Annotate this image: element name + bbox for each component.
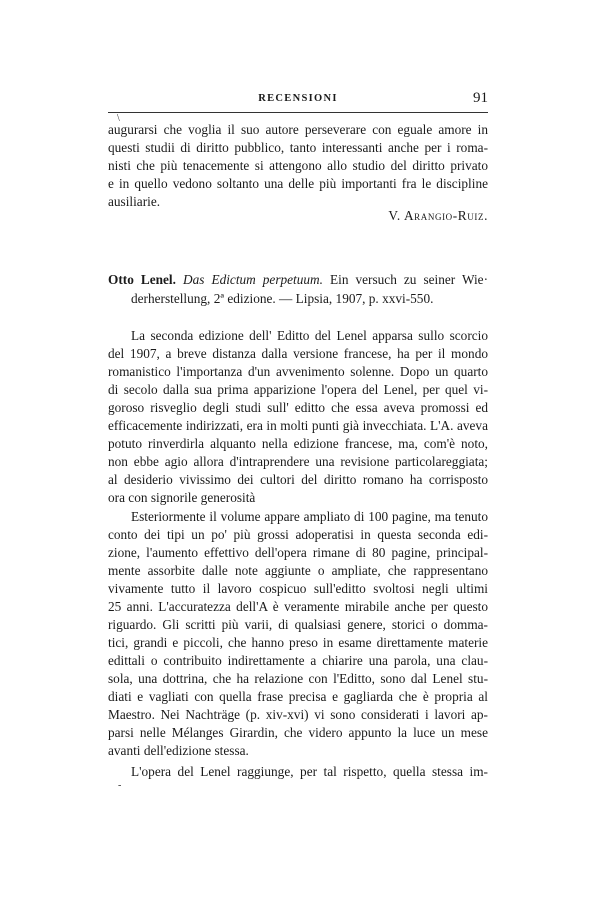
text-line: 25 anni. L'accuratezza dell'A è veramente mirabile anche per questo — [108, 599, 488, 614]
text-line: L'opera del Lenel raggiunge, per tal rispetto, quella stessa im- — [131, 764, 488, 779]
review-heading — [108, 271, 488, 289]
stray-mark-top: \ — [117, 113, 120, 124]
review-heading-line2: derherstellung, 2ª edizione. — Lipsia, 1907, p. xxvi-550. — [131, 291, 434, 306]
text-line: del 1907, a breve distanza dalla versione francese, ha per il mondo — [108, 346, 488, 361]
text-line: Esteriormente il volume appare ampliato di 100 pagine, ma tenuto — [131, 509, 488, 524]
reviewer-signature: V. Arangio-Ruiz. — [388, 208, 488, 223]
text-line: efficacemente indirizzati, era in molti punti già invecchiata. L'A. aveva — [108, 418, 488, 433]
review-author: Otto Lenel. — [108, 272, 176, 287]
text-line: diati e vagliati con quella frase precisa e gagliarda che è propria al — [108, 689, 488, 704]
text-line: augurarsi che voglia il suo autore perseverare con eguale amore in — [108, 122, 488, 137]
review-book-title: Das Edictum perpetuum. — [183, 272, 323, 287]
text-line: di secolo dalla sua prima apparizione l'opera del Lenel, per quel vi- — [108, 382, 488, 397]
text-line: romanistico l'importanza d'un avvenimento solenne. Dopo un quarto — [108, 364, 488, 379]
text-line: ora con signorile generosità — [108, 490, 256, 505]
text-line: riguardo. Gli scritti più varii, di qualsiasi genere, storici o domma- — [108, 617, 488, 632]
header-rule — [108, 112, 488, 113]
page-number: 91 — [473, 90, 488, 106]
stray-mark-bottom: - — [118, 780, 122, 791]
text-line: nisti che più tenacemente si attengono allo studio del diritto privato — [108, 158, 488, 173]
review-heading-rest: Ein versuch zu seiner Wie· — [330, 272, 489, 287]
text-line: mente assorbite dalle note aggiunte o ampliate, che rappresentano — [108, 563, 488, 578]
text-line: potuto rinverdirla alquanto nella edizione francese, ma, com'è noto, — [108, 436, 488, 451]
text-line: tici, grandi e piccoli, che hanno preso in esame direttamente materie — [108, 635, 488, 650]
text-line: sola, una dottrina, che ha relazione con l'Editto, sono dal Lenel stu- — [108, 671, 488, 686]
text-line: parsi nelle Mélanges Girardin, che videro appunto la luce un mese — [108, 725, 488, 740]
text-line: questi studii di diritto pubblico, tanto interessanti anche per i roma- — [108, 140, 488, 155]
text-line: goroso risveglio degli studi sull' editto che essa aveva promossi ed — [108, 400, 488, 415]
running-title: RECENSIONI — [258, 93, 338, 104]
text-line: vivamente tutto il lavoro cospicuo sull'editto svoltosi negli ultimi — [108, 581, 488, 596]
text-line: al desiderio vivissimo dei cultori del diritto romano ha corrisposto — [108, 472, 488, 487]
text-line: conto dei tipi un po' più grossi adoperatisi in questa seconda edi- — [108, 527, 488, 542]
text-line: edittali o contribuito indirettamente a chiarire una parola, una clau- — [108, 653, 488, 668]
text-line: avanti dell'edizione stessa. — [108, 743, 249, 758]
text-line: Maestro. Nei Nachträge (p. xiv-xvi) vi sono considerati i lavori ap- — [108, 707, 488, 722]
page-header — [108, 90, 488, 109]
text-line: e in quello vedono soltanto una delle più importanti fra le discipline — [108, 176, 488, 191]
text-line: La seconda edizione dell' Editto del Lenel apparsa sullo scorcio — [131, 328, 488, 343]
text-line: non ebbe agio allora d'intraprendere una revisione particolareggiata; — [108, 454, 488, 469]
text-line: ausiliarie. — [108, 194, 161, 209]
text-line: zione, l'aumento effettivo dell'opera rimane di 80 pagine, principal- — [108, 545, 488, 560]
